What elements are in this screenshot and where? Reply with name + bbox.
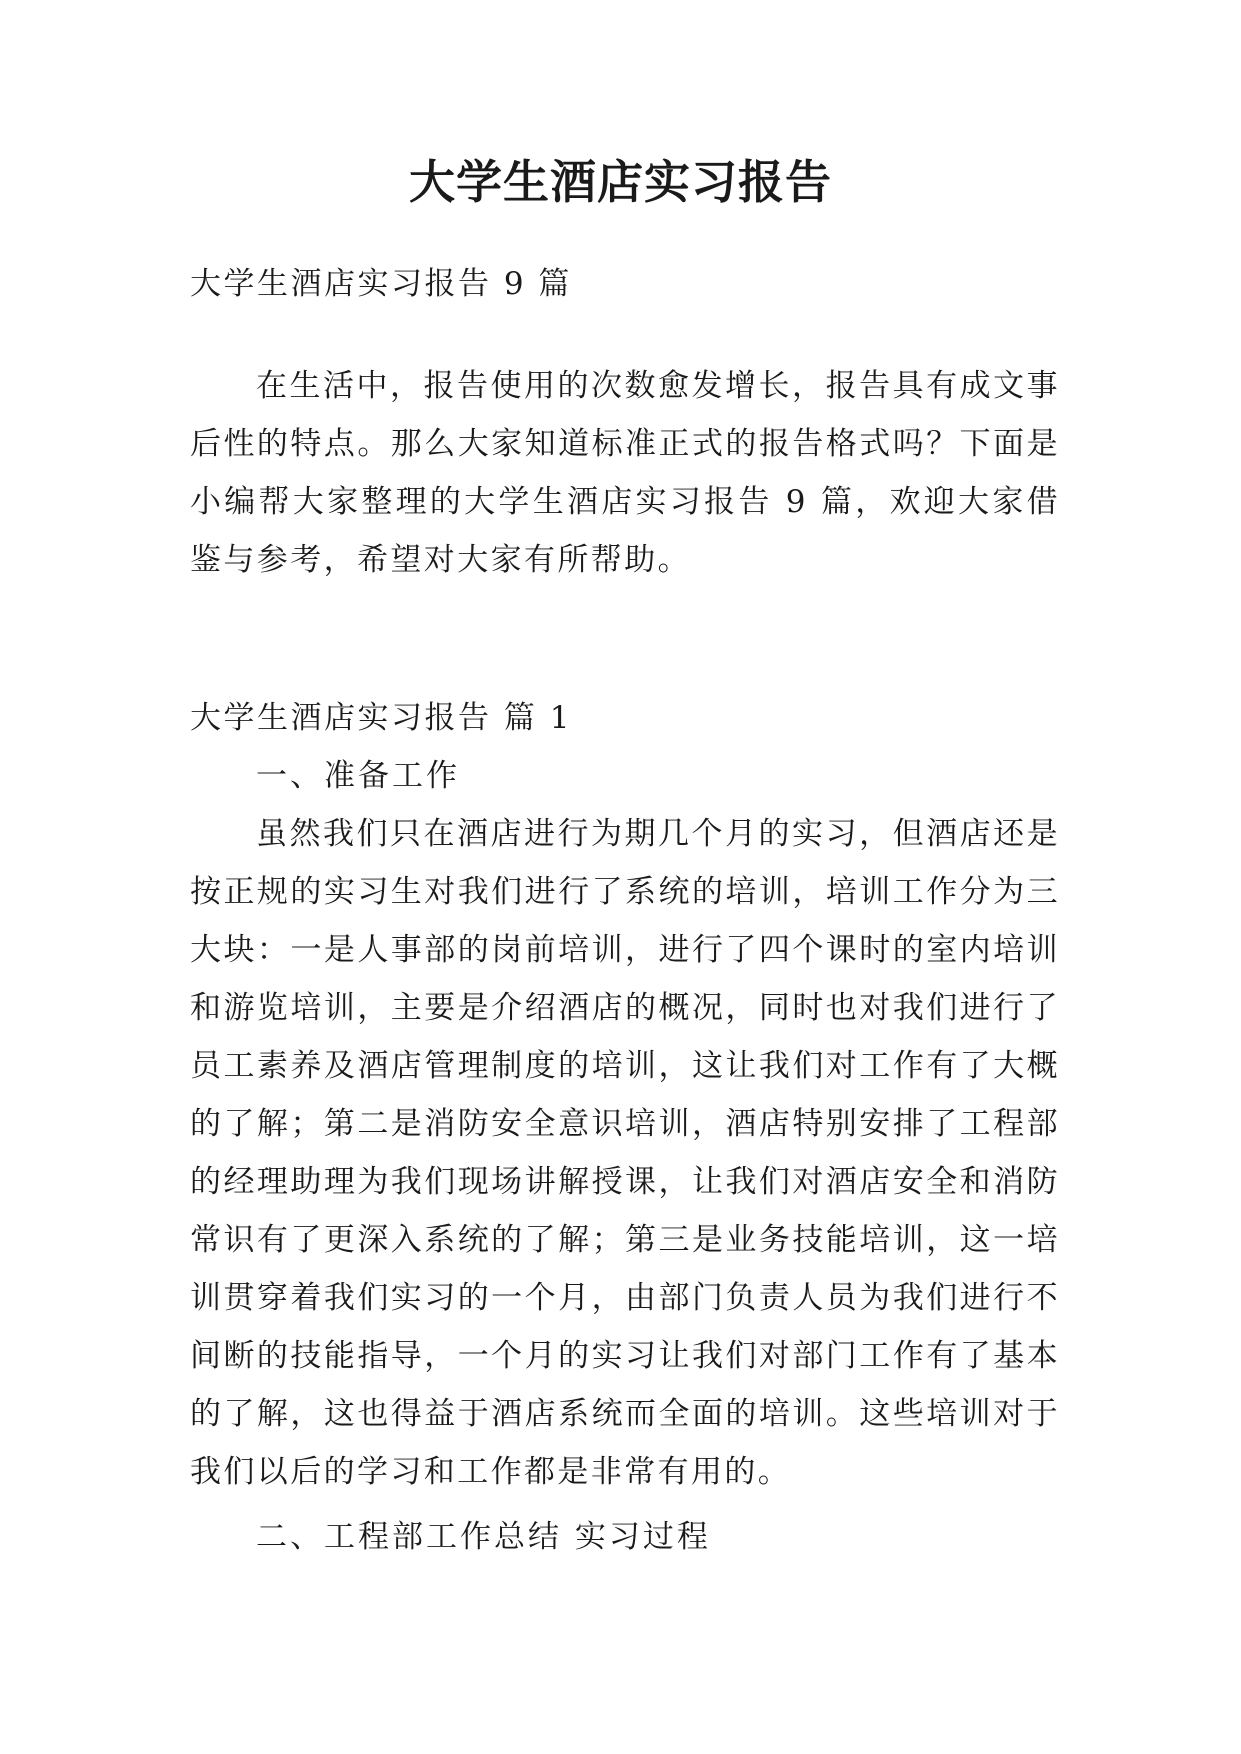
document-title: 大学生酒店实习报告 (409, 155, 832, 209)
section-title: 大学生酒店实习报告 篇 1 (190, 700, 572, 736)
intro-paragraph: 在生活中，报告使用的次数愈发增长，报告具有成文事后性的特点。那么大家知道标准正式的报告格式吗？下面是小编帮大家整理的大学生酒店实习报告 9 篇，欢迎大家借鉴与参考，希望对大家有所帮助。 (190, 368, 1060, 578)
document-subtitle: 大学生酒店实习报告 9 篇 (190, 266, 572, 302)
section-heading-preparation: 一、准备工作 (256, 758, 460, 794)
body-paragraph: 虽然我们只在酒店进行为期几个月的实习，但酒店还是按正规的实习生对我们进行了系统的培训，培训工作分为三大块：一是人事部的岗前培训，进行了四个课时的室内培训和游览培训，主要是介绍酒店的概况，同时也对我们进行了员工素养及酒店管理制度的培训，这让我们对工作有了大概的了解；第二是消防安全意识培训，酒店特别安排了工程部的经理助理为我们现场讲解授课，让我们对酒店安全和消防常识有了更深入系统的了解；第三是业务技能培训，这一培训贯穿着我们实习的一个月，由部门负责人员为我们进行不间断的技能指导，一个月的实习让我们对部门工作有了基本的了解，这也得益于酒店系统而全面的培训。这些培训对于我们以后的学习和工作都是非常有用的。 (190, 816, 1060, 1490)
section-heading-engineering: 二、工程部工作总结 实习过程 (256, 1519, 711, 1555)
